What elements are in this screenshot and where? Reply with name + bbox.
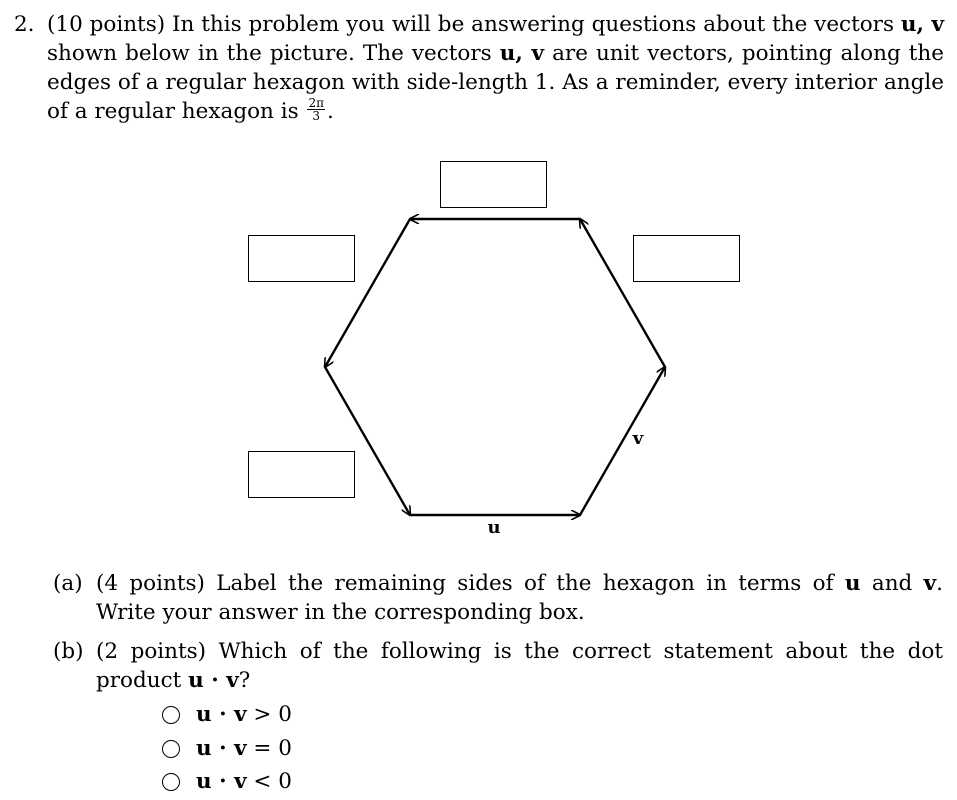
part-a-and: and: [871, 571, 913, 596]
part-a-text-2: . Write your answer in the corresponding box.: [96, 571, 944, 625]
part-b-dot-product: u · v: [188, 668, 239, 693]
part-b-question-mark: ?: [238, 668, 251, 693]
intro-text-2: shown below in the picture. The vectors: [47, 41, 492, 66]
part-b-text: [96, 637, 943, 695]
option-zero-relation: = 0: [246, 736, 292, 761]
part-a-vec-v: v: [923, 571, 937, 596]
option-positive-relation: > 0: [246, 702, 292, 727]
vectors-uv: u, v: [900, 12, 944, 37]
angle-numerator: 2π: [308, 95, 324, 110]
part-b: [53, 637, 943, 695]
part-b-question: (2 points) Which of the following is the correct statement about the dot product: [96, 639, 943, 693]
part-a: [53, 569, 943, 627]
option-negative-relation: < 0: [246, 769, 292, 794]
option-negative-vec: u · v: [196, 769, 247, 794]
part-a-text: [96, 569, 943, 627]
answer-box-top[interactable]: [440, 161, 547, 208]
answer-box-upper-right[interactable]: [633, 235, 740, 282]
option-zero[interactable]: [162, 736, 292, 762]
option-zero-vec: u · v: [196, 736, 247, 761]
answer-box-lower-left[interactable]: [248, 451, 355, 498]
intro-text-1: In this problem you will be answering questions about the vectors: [172, 12, 894, 37]
label-v: v: [632, 428, 644, 449]
part-a-label: (a): [53, 571, 83, 596]
part-b-label: (b): [53, 639, 84, 664]
part-a-vec-u: u: [844, 571, 861, 596]
intro-text-3: are unit vectors, pointing along the edges of a regular hexagon with side-length 1. As a reminder, every interior angle of a regular hexagon is: [47, 41, 944, 124]
angle-denominator: 3: [312, 108, 321, 123]
option-negative[interactable]: [162, 769, 292, 795]
problem-points: (10 points): [47, 12, 166, 37]
answer-box-upper-left[interactable]: [248, 235, 355, 282]
problem-number: 2.: [14, 12, 35, 37]
option-positive[interactable]: [162, 702, 292, 728]
radio-zero[interactable]: [162, 740, 180, 758]
option-positive-vec: u · v: [196, 702, 247, 727]
radio-negative[interactable]: [162, 773, 180, 791]
edge-v: [580, 367, 665, 515]
radio-positive[interactable]: [162, 706, 180, 724]
angle-end: .: [327, 99, 334, 124]
part-a-text-1: (4 points) Label the remaining sides of the hexagon in terms of: [96, 571, 834, 596]
vectors-uv-2: u, v: [499, 41, 545, 66]
label-u: u: [487, 517, 501, 538]
